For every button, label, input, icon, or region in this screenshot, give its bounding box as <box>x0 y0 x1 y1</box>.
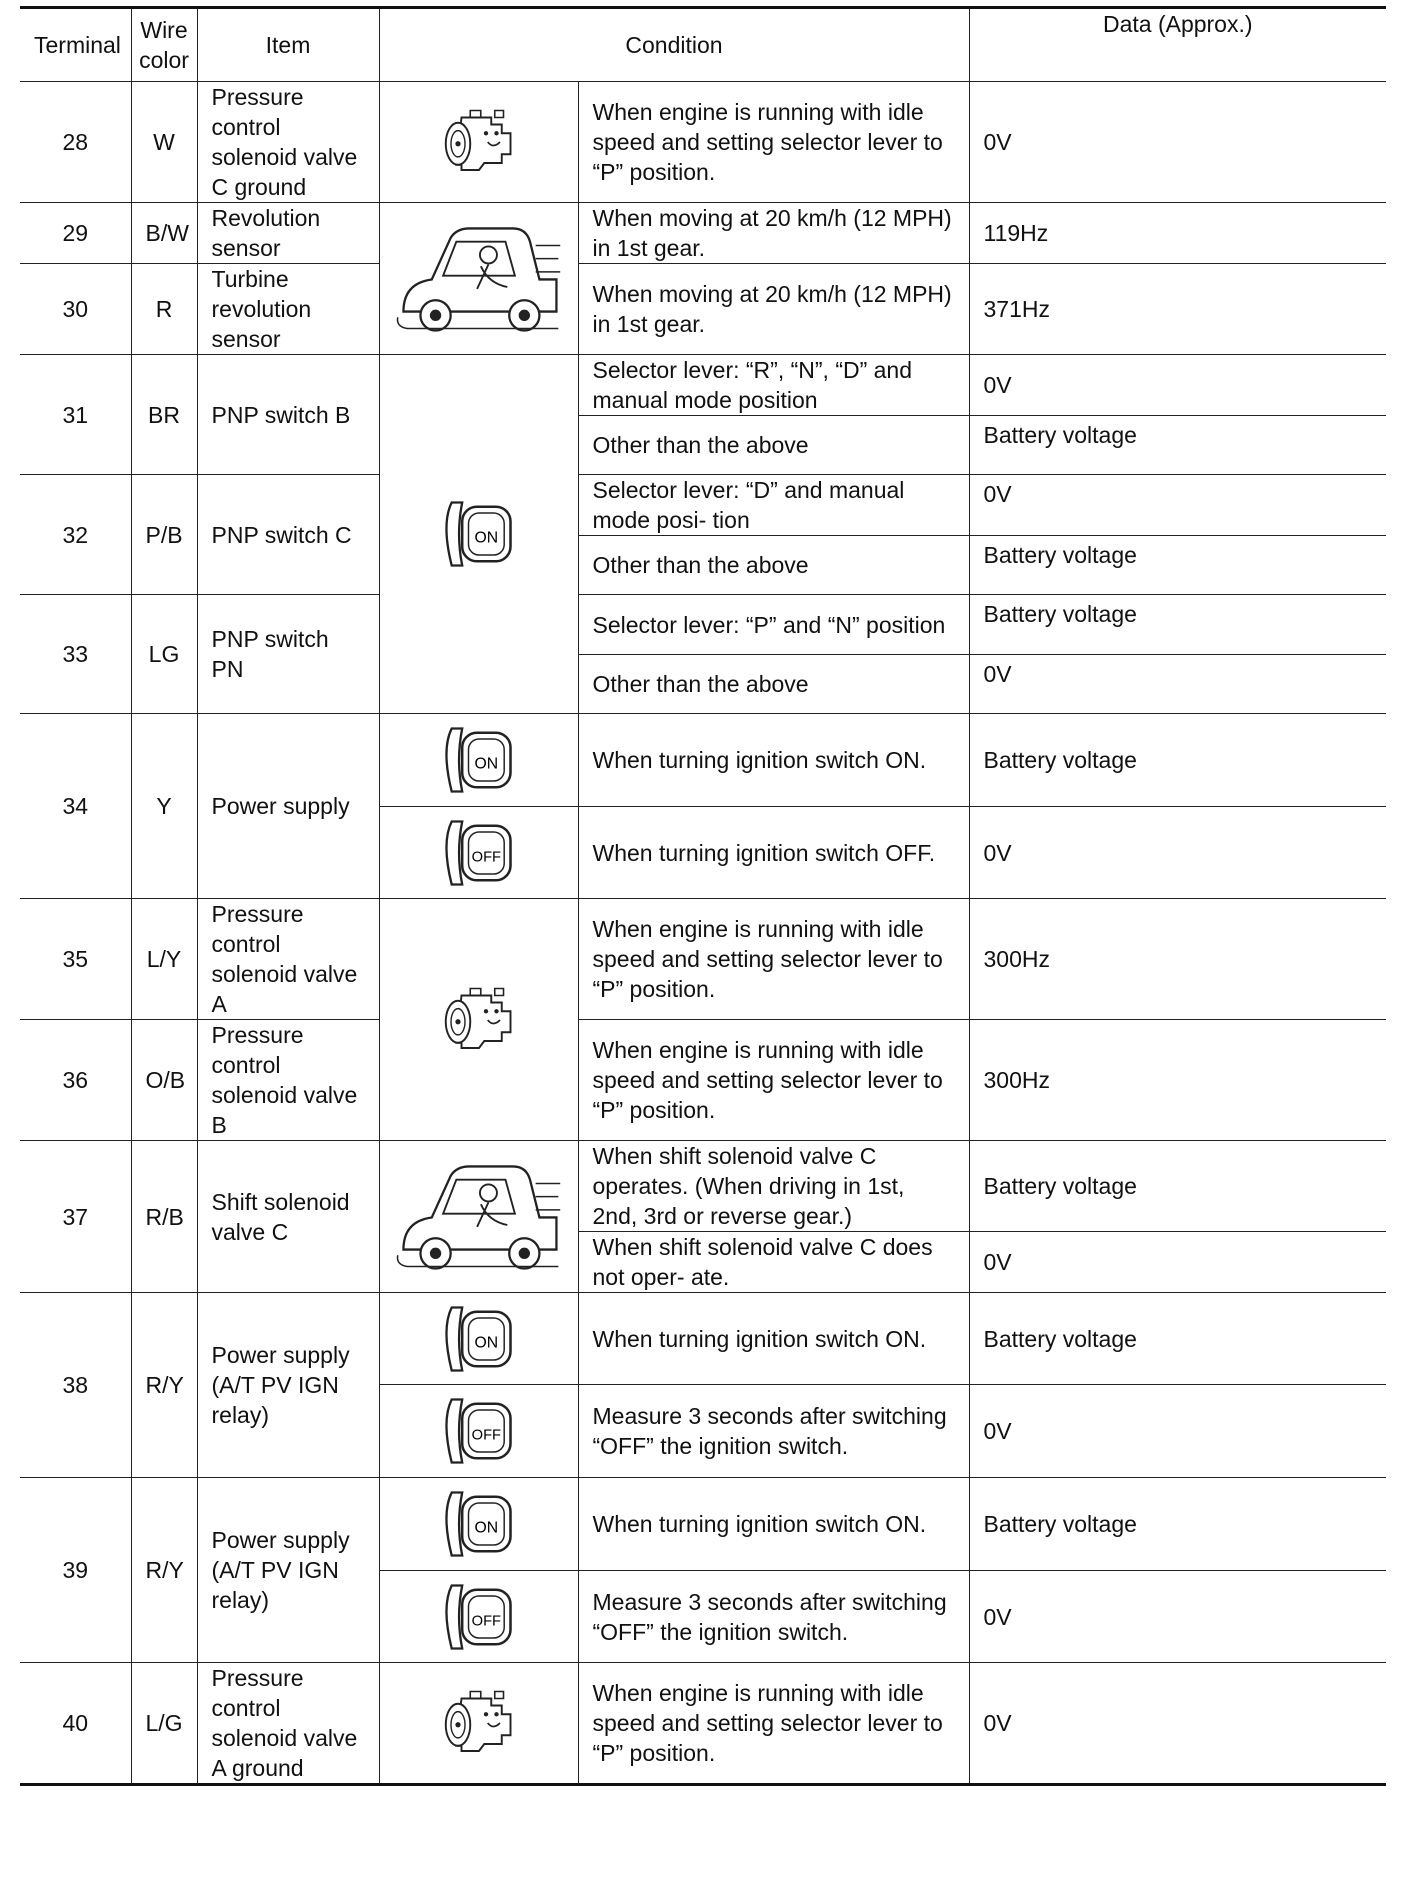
ignition-key-off-icon <box>379 1385 578 1478</box>
terminal-cell: 30 <box>20 264 131 355</box>
condition-cell: When turning ignition switch ON. <box>578 714 969 807</box>
table-row <box>20 595 1386 655</box>
wire-color-cell: B/W <box>131 203 197 264</box>
data-cell: Battery voltage <box>969 416 1386 475</box>
condition-cell: When shift solenoid valve C does not oper- ate. <box>578 1232 969 1293</box>
table-row <box>20 355 1386 416</box>
item-cell: Pressure control solenoid valve A <box>197 899 379 1020</box>
table-row <box>20 1663 1386 1785</box>
table-row <box>20 714 1386 807</box>
item-cell: Pressure control solenoid valve C ground <box>197 82 379 203</box>
key-off-label: OFF <box>471 1427 501 1444</box>
data-cell: 0V <box>969 1663 1386 1785</box>
item-cell: Power supply (A/T PV IGN relay) <box>197 1293 379 1478</box>
ignition-key-on-icon <box>379 714 578 807</box>
driving-car-icon <box>379 1141 578 1293</box>
table-row <box>20 1293 1386 1385</box>
data-cell: 0V <box>969 1571 1386 1663</box>
ignition-key-on-icon <box>379 355 578 714</box>
data-cell: 0V <box>969 1232 1386 1293</box>
data-cell: 0V <box>969 807 1386 899</box>
condition-cell: Other than the above <box>578 655 969 714</box>
terminal-cell: 28 <box>20 82 131 203</box>
condition-cell: Selector lever: “D” and manual mode posi- tion <box>578 475 969 536</box>
terminal-cell: 33 <box>20 595 131 714</box>
condition-cell: When moving at 20 km/h (12 MPH) in 1st gear. <box>578 203 969 264</box>
terminal-cell: 35 <box>20 899 131 1020</box>
driving-car-icon <box>379 203 578 355</box>
data-cell: 119Hz <box>969 203 1386 264</box>
key-off-label: OFF <box>471 848 501 865</box>
header-data: Data (Approx.) <box>969 8 1386 82</box>
key-on-label: ON <box>474 1333 498 1351</box>
terminal-cell: 34 <box>20 714 131 899</box>
condition-cell: When turning ignition switch ON. <box>578 1293 969 1385</box>
table-row <box>20 899 1386 1020</box>
wire-color-cell: Y <box>131 714 197 899</box>
item-cell: Revolution sensor <box>197 203 379 264</box>
header-condition: Condition <box>379 8 969 82</box>
data-cell: 0V <box>969 475 1386 536</box>
table-row <box>20 1020 1386 1141</box>
condition-cell: When shift solenoid valve C operates. (When driving in 1st, 2nd, 3rd or reverse gear.) <box>578 1141 969 1232</box>
wire-color-cell: W <box>131 82 197 203</box>
data-cell: 0V <box>969 355 1386 416</box>
data-cell: 300Hz <box>969 899 1386 1020</box>
key-off-label: OFF <box>471 1612 501 1629</box>
table-row <box>20 1478 1386 1571</box>
data-cell: Battery voltage <box>969 536 1386 595</box>
condition-cell: When engine is running with idle speed and setting selector lever to “P” position. <box>578 82 969 203</box>
key-on-label: ON <box>474 1519 498 1537</box>
header-terminal: Terminal <box>20 8 131 82</box>
item-cell: PNP switch PN <box>197 595 379 714</box>
wire-color-cell: L/G <box>131 1663 197 1785</box>
terminal-cell: 31 <box>20 355 131 475</box>
wire-color-cell: O/B <box>131 1020 197 1141</box>
ignition-key-off-icon <box>379 1571 578 1663</box>
item-cell: PNP switch B <box>197 355 379 475</box>
engine-running-icon <box>379 1663 578 1785</box>
condition-cell: Selector lever: “P” and “N” position <box>578 595 969 655</box>
terminal-data-table <box>20 6 1386 1786</box>
item-cell: PNP switch C <box>197 475 379 595</box>
condition-cell: Other than the above <box>578 536 969 595</box>
data-cell: Battery voltage <box>969 714 1386 807</box>
wire-color-cell: R/Y <box>131 1478 197 1663</box>
wire-color-cell: R <box>131 264 197 355</box>
item-cell: Power supply (A/T PV IGN relay) <box>197 1478 379 1663</box>
ignition-key-on-icon <box>379 1478 578 1571</box>
condition-cell: When engine is running with idle speed and setting selector lever to “P” position. <box>578 899 969 1020</box>
condition-cell: When turning ignition switch OFF. <box>578 807 969 899</box>
terminal-cell: 29 <box>20 203 131 264</box>
header-wire-color: Wire color <box>131 8 197 82</box>
wire-color-cell: LG <box>131 595 197 714</box>
data-cell: 371Hz <box>969 264 1386 355</box>
table-row <box>20 203 1386 264</box>
data-cell: 0V <box>969 82 1386 203</box>
condition-cell: When turning ignition switch ON. <box>578 1478 969 1571</box>
key-on-label: ON <box>474 755 498 773</box>
data-cell: Battery voltage <box>969 1293 1386 1385</box>
item-cell: Shift solenoid valve C <box>197 1141 379 1293</box>
table-row <box>20 1141 1386 1232</box>
engine-running-icon <box>379 82 578 203</box>
item-cell: Power supply <box>197 714 379 899</box>
item-cell: Turbine revolution sensor <box>197 264 379 355</box>
wire-color-cell: P/B <box>131 475 197 595</box>
engine-running-icon <box>379 899 578 1141</box>
ignition-key-off-icon <box>379 807 578 899</box>
data-cell: 0V <box>969 1385 1386 1478</box>
wire-color-cell: L/Y <box>131 899 197 1020</box>
terminal-cell: 36 <box>20 1020 131 1141</box>
terminal-cell: 38 <box>20 1293 131 1478</box>
condition-cell: When engine is running with idle speed and setting selector lever to “P” position. <box>578 1663 969 1785</box>
table-row <box>20 264 1386 355</box>
condition-cell: Measure 3 seconds after switching “OFF” the ignition switch. <box>578 1571 969 1663</box>
wire-color-cell: R/B <box>131 1141 197 1293</box>
condition-cell: When engine is running with idle speed and setting selector lever to “P” position. <box>578 1020 969 1141</box>
ignition-key-on-icon <box>379 1293 578 1385</box>
table-header-row <box>20 8 1386 82</box>
data-cell: Battery voltage <box>969 1141 1386 1232</box>
data-cell: 300Hz <box>969 1020 1386 1141</box>
condition-cell: Measure 3 seconds after switching “OFF” the ignition switch. <box>578 1385 969 1478</box>
terminal-cell: 40 <box>20 1663 131 1785</box>
item-cell: Pressure control solenoid valve A ground <box>197 1663 379 1785</box>
condition-cell: Other than the above <box>578 416 969 475</box>
data-cell: Battery voltage <box>969 1478 1386 1571</box>
condition-cell: When moving at 20 km/h (12 MPH) in 1st gear. <box>578 264 969 355</box>
item-cell: Pressure control solenoid valve B <box>197 1020 379 1141</box>
terminal-cell: 32 <box>20 475 131 595</box>
table-row <box>20 475 1386 536</box>
data-cell: 0V <box>969 655 1386 714</box>
terminal-cell: 37 <box>20 1141 131 1293</box>
terminal-cell: 39 <box>20 1478 131 1663</box>
data-cell: Battery voltage <box>969 595 1386 655</box>
header-item: Item <box>197 8 379 82</box>
wire-color-cell: R/Y <box>131 1293 197 1478</box>
key-on-label: ON <box>474 529 498 547</box>
table-row <box>20 82 1386 203</box>
wire-color-cell: BR <box>131 355 197 475</box>
condition-cell: Selector lever: “R”, “N”, “D” and manual mode position <box>578 355 969 416</box>
